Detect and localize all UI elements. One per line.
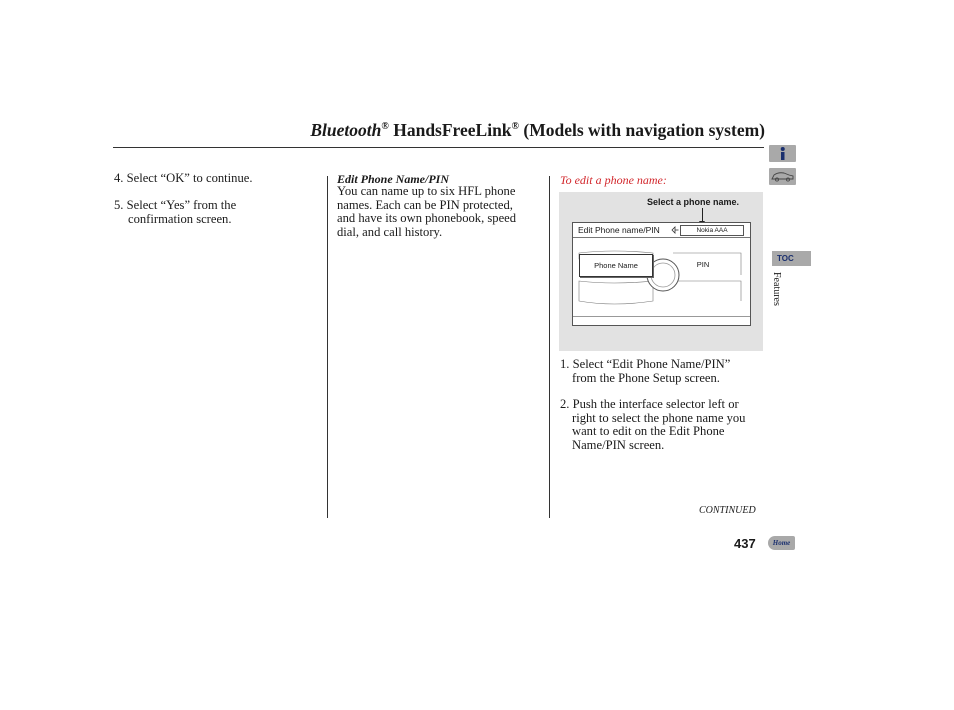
callout-label: Select a phone name. [647,197,740,207]
page-number: 437 [734,536,756,551]
step-4: 4. Select “OK” to continue. [114,171,253,185]
toc-tab[interactable]: TOC [772,251,811,266]
step-1: 1. Select “Edit Phone Name/PIN” from the Phone Setup screen. [560,357,731,385]
column-divider-1 [327,176,328,518]
info-tab[interactable] [769,145,796,162]
screen-divider-top [573,237,750,238]
step-2: 2. Push the interface selector left or right to select the phone name you want to edit on the Edit Phone Name/PIN screen. [560,397,746,452]
column-divider-2 [549,176,550,518]
car-tab[interactable] [769,168,796,185]
nav-screen [572,222,751,326]
step-5: 5. Select “Yes” from the confirmation screen. [114,198,237,226]
continued-label: CONTINUED [699,505,756,516]
car-icon [769,168,796,185]
section-heading: Edit Phone Name/PIN [337,172,450,186]
screen-divider-bottom [573,316,750,317]
phone-name-field[interactable]: Nokia AAA [680,225,744,236]
pin-button[interactable]: PIN [696,260,710,269]
section-label-features: Features [771,272,782,306]
title-bluetooth: Bluetooth [310,120,382,140]
phone-selector-arrows-icon [671,226,679,234]
screen-title: Edit Phone name/PIN [578,225,660,235]
info-icon [769,145,796,162]
section-body: You can name up to six HFL phone names. Each can be PIN protected, and have its own phonebook, speed dial, and call history. [337,184,517,239]
header-rule [113,147,764,148]
procedure-heading: To edit a phone name: [560,173,667,187]
phone-name-button[interactable]: Phone Name [579,254,653,277]
home-button[interactable]: Home [768,536,795,550]
page-title: Bluetooth® HandsFreeLink® (Models with navigation system) [310,120,765,140]
